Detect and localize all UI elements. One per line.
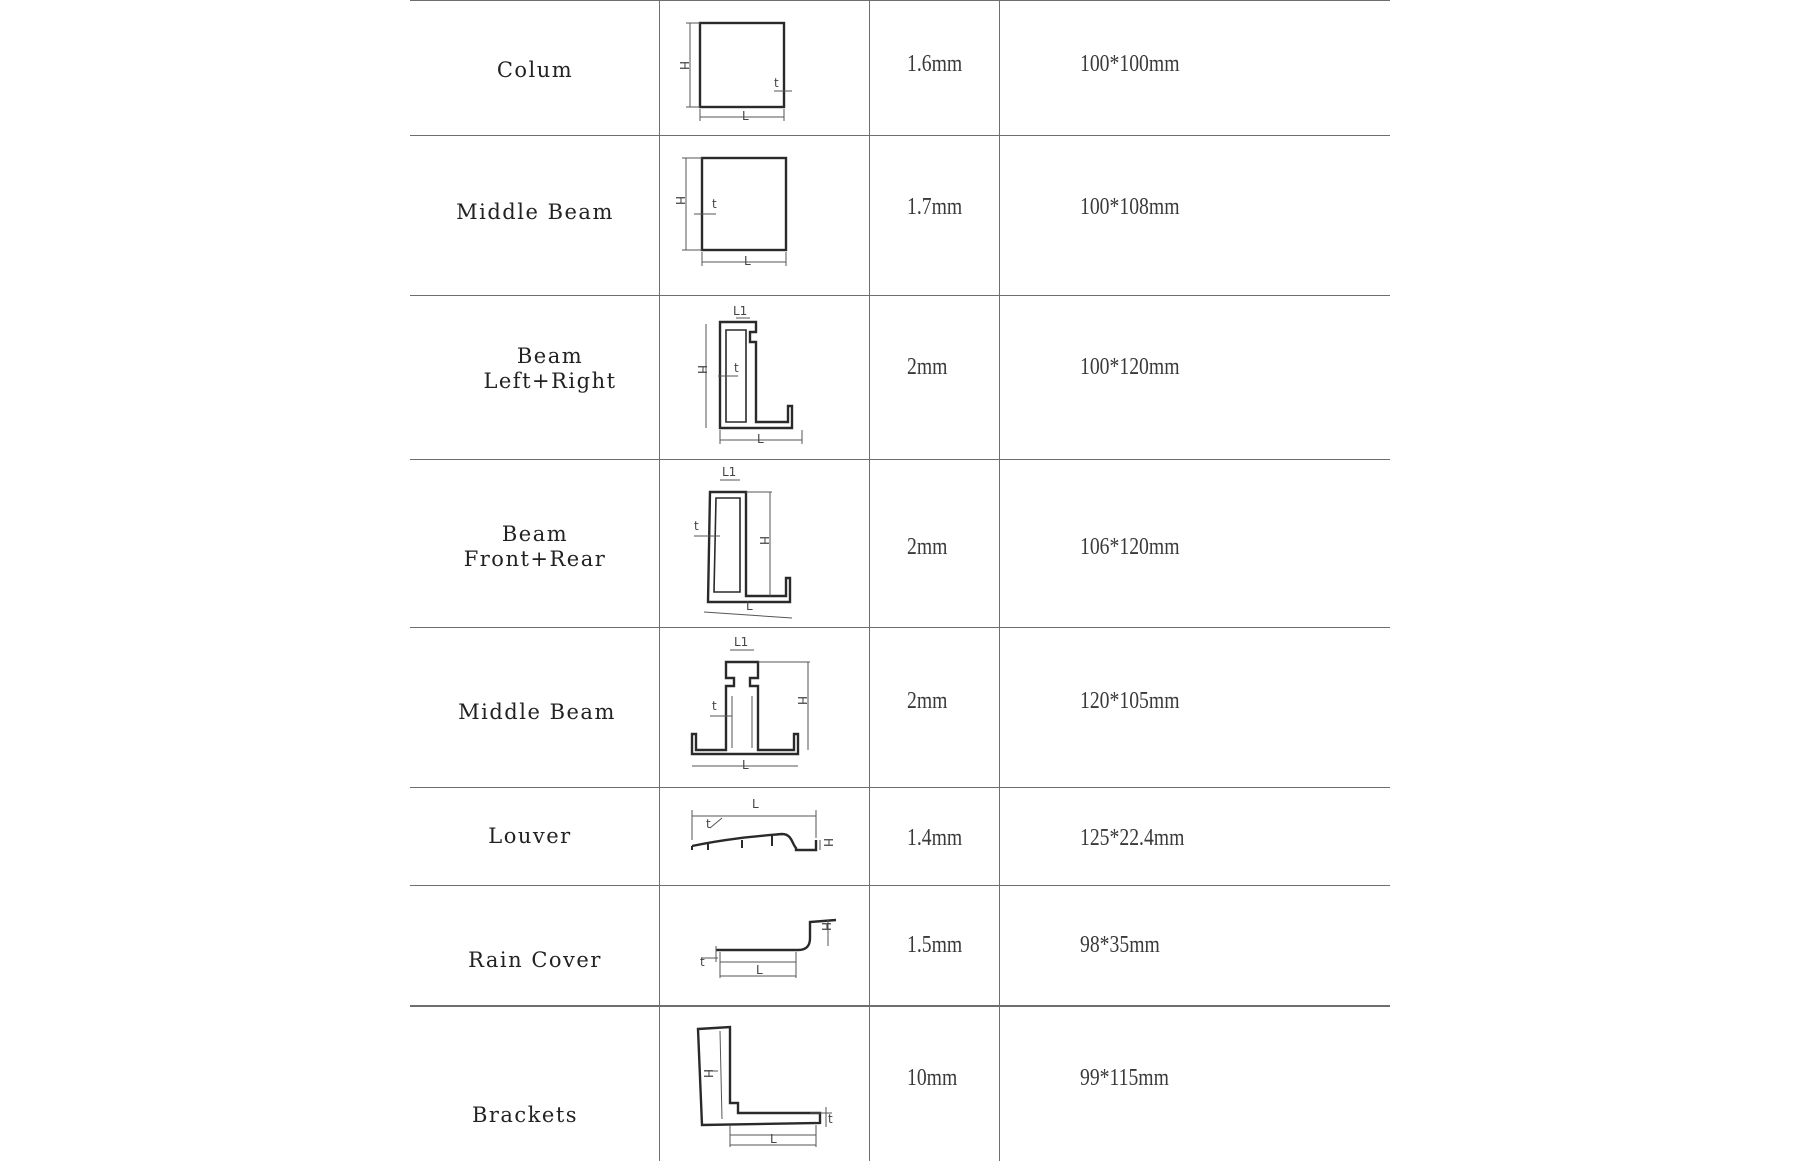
- svg-text:t: t: [694, 519, 699, 533]
- svg-text:L1: L1: [734, 635, 749, 649]
- svg-text:L: L: [752, 797, 759, 811]
- thickness-value: 2mm: [907, 354, 948, 380]
- name-cell: [410, 628, 660, 787]
- thickness-cell: [870, 136, 1000, 295]
- profile-name: Brackets: [471, 1103, 579, 1127]
- svg-text:t: t: [774, 76, 779, 90]
- drawing-cell: [660, 788, 870, 885]
- size-value: 100*100mm: [1080, 51, 1180, 77]
- table-row: [410, 1006, 1390, 1161]
- name-cell: [410, 1007, 660, 1161]
- drawing-cell: [660, 1007, 870, 1161]
- size-cell: [1000, 788, 1390, 885]
- svg-text:t: t: [734, 361, 739, 375]
- drawing-cell: [660, 1, 870, 135]
- size-cell: [1000, 1, 1390, 135]
- size-value: 106*120mm: [1080, 534, 1180, 560]
- size-value: 100*108mm: [1080, 194, 1180, 220]
- thickness-cell: [870, 788, 1000, 885]
- thickness-value: 1.5mm: [907, 932, 963, 958]
- thickness-cell: [870, 628, 1000, 787]
- thickness-value: 1.6mm: [907, 51, 963, 77]
- profile-name: Louver: [488, 824, 572, 848]
- size-value: 125*22.4mm: [1080, 825, 1185, 851]
- table-row: [410, 136, 1390, 296]
- size-value: 120*105mm: [1080, 688, 1180, 714]
- svg-text:L: L: [742, 109, 749, 123]
- size-value: 98*35mm: [1080, 932, 1160, 958]
- table-row: [410, 628, 1390, 788]
- svg-text:H: H: [821, 838, 835, 848]
- svg-text:H: H: [673, 196, 687, 206]
- thickness-cell: [870, 886, 1000, 1005]
- table-row: [410, 296, 1390, 460]
- svg-text:L: L: [757, 432, 764, 446]
- thickness-cell: [870, 1, 1000, 135]
- louver-blade-profile-icon: [660, 788, 870, 886]
- size-cell: [1000, 1007, 1390, 1161]
- profile-spec-table: [410, 0, 1390, 1161]
- svg-text:L: L: [770, 1132, 777, 1146]
- size-cell: [1000, 460, 1390, 627]
- svg-text:t: t: [712, 197, 717, 211]
- thickness-value: 1.7mm: [907, 194, 963, 220]
- square-tube-profile-icon: [660, 136, 870, 296]
- svg-text:L1: L1: [722, 465, 737, 479]
- name-cell: [410, 788, 660, 885]
- size-cell: [1000, 628, 1390, 787]
- size-cell: [1000, 136, 1390, 295]
- name-cell: [410, 296, 660, 459]
- svg-text:H: H: [677, 61, 691, 71]
- size-value: 100*120mm: [1080, 354, 1180, 380]
- name-cell: [410, 886, 660, 1005]
- profile-name: Beam Left+Right: [483, 344, 617, 393]
- table-row: [410, 788, 1390, 886]
- size-value: 99*115mm: [1080, 1065, 1169, 1091]
- table-row: [410, 0, 1390, 136]
- svg-text:H: H: [795, 696, 809, 706]
- svg-text:L: L: [746, 599, 753, 613]
- profile-name: Middle Beam: [456, 200, 614, 224]
- thickness-value: 10mm: [907, 1065, 958, 1091]
- gutter-beam-profile-icon: [660, 296, 870, 460]
- size-cell: [1000, 296, 1390, 459]
- svg-text:H: H: [695, 365, 709, 375]
- svg-text:H: H: [819, 922, 833, 932]
- svg-text:L: L: [742, 758, 749, 772]
- svg-text:t: t: [700, 955, 705, 969]
- thickness-cell: [870, 1007, 1000, 1161]
- t-beam-profile-icon: [660, 628, 870, 788]
- drawing-cell: [660, 460, 870, 627]
- square-tube-profile-icon: [660, 1, 870, 137]
- profile-name: Rain Cover: [468, 948, 602, 972]
- table-row: [410, 460, 1390, 628]
- thickness-cell: [870, 296, 1000, 459]
- rain-cover-profile-icon: [660, 886, 870, 1006]
- tapered-beam-profile-icon: [660, 460, 870, 628]
- svg-text:H: H: [757, 536, 771, 546]
- profile-name: Colum: [496, 58, 574, 82]
- profile-name: Middle Beam: [458, 700, 616, 724]
- svg-text:t: t: [712, 699, 717, 713]
- svg-text:H: H: [701, 1069, 715, 1079]
- size-cell: [1000, 886, 1390, 1005]
- bracket-profile-icon: [660, 1007, 870, 1162]
- svg-text:t: t: [828, 1112, 833, 1126]
- name-cell: [410, 460, 660, 627]
- svg-text:L1: L1: [733, 304, 748, 318]
- name-cell: [410, 136, 660, 295]
- name-cell: [410, 1, 660, 135]
- thickness-value: 2mm: [907, 534, 948, 560]
- svg-text:L: L: [756, 963, 763, 977]
- drawing-cell: [660, 628, 870, 787]
- drawing-cell: [660, 886, 870, 1005]
- thickness-value: 2mm: [907, 688, 948, 714]
- profile-name: Beam Front+Rear: [463, 522, 607, 571]
- svg-text:L: L: [744, 254, 751, 268]
- drawing-cell: [660, 296, 870, 459]
- thickness-cell: [870, 460, 1000, 627]
- thickness-value: 1.4mm: [907, 825, 963, 851]
- table-row: [410, 886, 1390, 1006]
- drawing-cell: [660, 136, 870, 295]
- svg-text:t: t: [706, 817, 711, 831]
